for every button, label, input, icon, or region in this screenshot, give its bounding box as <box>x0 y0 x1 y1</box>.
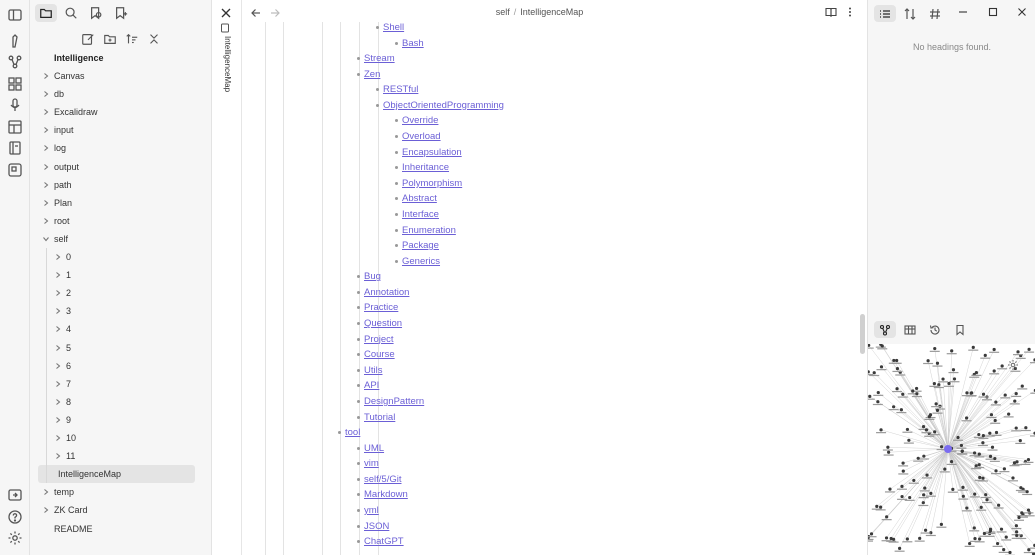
internal-link[interactable]: ObjectOrientedProgramming <box>383 99 504 111</box>
chevron-right-icon[interactable] <box>42 108 50 116</box>
bullet-dot <box>395 197 398 200</box>
bullet-dot <box>395 213 398 216</box>
folder-item[interactable] <box>54 302 192 320</box>
internal-link[interactable]: tool <box>345 427 361 439</box>
chevron-right-icon[interactable] <box>42 506 50 514</box>
bullet-dot <box>357 478 360 481</box>
sort-icon[interactable] <box>125 32 141 48</box>
chevron-right-icon[interactable] <box>42 72 50 80</box>
folder-item[interactable] <box>54 393 192 411</box>
bullet-dot <box>395 166 398 169</box>
chevron-right-icon[interactable] <box>54 325 62 333</box>
folder-item[interactable] <box>42 103 192 121</box>
internal-link[interactable]: Abstract <box>402 193 437 205</box>
folder-item[interactable] <box>42 194 192 212</box>
folder-label: 7 <box>66 378 72 389</box>
breadcrumb-folder[interactable]: self <box>495 7 510 17</box>
folder-label: 1 <box>66 270 72 281</box>
chevron-right-icon[interactable] <box>54 307 62 315</box>
folder-item[interactable] <box>54 411 192 429</box>
folder-label: Intelligence <box>54 53 104 63</box>
bookmark-search-icon[interactable] <box>85 4 107 22</box>
folder-item[interactable] <box>42 85 192 103</box>
folder-item[interactable] <box>54 284 192 302</box>
internal-link[interactable]: Tutorial <box>364 411 396 423</box>
internal-link[interactable]: Bash <box>402 37 424 49</box>
bullet-dot <box>357 322 360 325</box>
chevron-right-icon[interactable] <box>42 163 50 171</box>
sidebar-tabs <box>30 0 212 26</box>
chevron-right-icon[interactable] <box>54 253 62 261</box>
internal-link[interactable]: RESTful <box>383 84 419 96</box>
internal-link[interactable]: Shell <box>383 22 405 33</box>
folder-item-partial[interactable] <box>42 51 192 67</box>
more-options-icon[interactable] <box>846 6 854 18</box>
breadcrumb <box>212 7 867 17</box>
bullet-dot <box>395 244 398 247</box>
bullet-dot <box>357 509 360 512</box>
chevron-right-icon[interactable] <box>54 416 62 424</box>
folder-label: 10 <box>66 433 77 443</box>
internal-link[interactable]: Utils <box>364 364 383 376</box>
history-icon[interactable] <box>924 321 946 338</box>
file-tree <box>30 51 202 555</box>
sidebar-toggle-icon[interactable] <box>7 7 23 23</box>
close-window-icon[interactable] <box>1016 6 1028 18</box>
indent-guide <box>340 22 341 555</box>
chevron-right-icon[interactable] <box>54 271 62 279</box>
chevron-right-icon[interactable] <box>42 126 50 134</box>
folder-item[interactable] <box>54 248 192 266</box>
folder-item[interactable] <box>42 121 192 139</box>
internal-link[interactable]: Enumeration <box>402 224 456 236</box>
reading-view-icon[interactable] <box>825 6 837 18</box>
internal-link[interactable]: Inheritance <box>402 162 450 174</box>
chevron-right-icon[interactable] <box>54 289 62 297</box>
indent-guide <box>322 22 323 555</box>
file-icon <box>220 23 230 33</box>
graph-canvas[interactable] <box>868 344 1035 555</box>
internal-link[interactable]: yml <box>364 504 379 516</box>
folder-item[interactable] <box>54 429 192 447</box>
internal-link[interactable]: Overload <box>402 131 441 143</box>
blocks-icon[interactable] <box>7 76 23 92</box>
help-icon[interactable] <box>7 509 23 525</box>
bullet-dot <box>357 291 360 294</box>
bullet-dot <box>395 229 398 232</box>
internal-link[interactable]: Package <box>402 240 439 252</box>
folder-label: root <box>54 215 70 226</box>
internal-link[interactable]: self/5/Git <box>364 473 402 485</box>
chevron-right-icon[interactable] <box>42 144 50 152</box>
file-item[interactable] <box>42 520 192 538</box>
folder-item[interactable] <box>42 176 192 194</box>
breadcrumb-file[interactable]: IntelligenceMap <box>520 7 584 17</box>
chevron-right-icon[interactable] <box>42 488 50 496</box>
internal-link[interactable]: JSON <box>364 520 390 532</box>
indent-guide <box>359 22 360 555</box>
folder-item[interactable] <box>54 375 192 393</box>
folder-icon[interactable] <box>35 4 57 22</box>
folder-item[interactable] <box>42 212 192 230</box>
chevron-right-icon[interactable] <box>54 452 62 460</box>
internal-link[interactable]: Question <box>364 318 403 330</box>
folder-label: 11 <box>66 451 76 462</box>
folder-label: 5 <box>66 342 72 353</box>
breadcrumb-separator: / <box>513 7 517 17</box>
folder-label: Canvas <box>54 71 85 81</box>
outline-empty-message: No headings found. <box>912 42 992 52</box>
internal-link[interactable]: Override <box>402 115 439 127</box>
folder-item[interactable] <box>42 67 192 85</box>
pen-icon[interactable] <box>7 33 23 49</box>
chevron-right-icon[interactable] <box>54 398 62 406</box>
indent-guide <box>265 22 266 555</box>
folder-label: output <box>54 161 80 172</box>
bullet-dot <box>357 369 360 372</box>
right-sidebar <box>867 0 1035 555</box>
file-item[interactable] <box>38 465 195 483</box>
folder-item[interactable] <box>42 230 192 248</box>
graph-icon[interactable] <box>7 54 23 70</box>
bullet-dot <box>395 42 398 45</box>
internal-link[interactable]: Interface <box>402 208 439 220</box>
maximize-icon[interactable] <box>987 6 999 18</box>
editor-scrollbar[interactable] <box>860 314 865 354</box>
bullet-dot <box>376 104 379 107</box>
tab-divider <box>241 0 242 555</box>
folder-item[interactable] <box>54 320 192 338</box>
folder-label: 3 <box>66 306 72 317</box>
internal-link[interactable]: Practice <box>364 302 399 314</box>
folder-label: path <box>54 179 72 190</box>
bullet-dot <box>357 416 360 419</box>
internal-link[interactable]: API <box>364 380 380 392</box>
internal-link[interactable]: Bug <box>364 271 381 283</box>
folder-item[interactable] <box>42 483 192 501</box>
chevron-right-icon[interactable] <box>42 181 50 189</box>
folder-item[interactable] <box>54 266 192 284</box>
internal-link[interactable]: Stream <box>364 53 395 65</box>
outline-icon[interactable] <box>874 5 896 22</box>
folder-label: 4 <box>66 324 72 335</box>
file-explorer <box>30 0 212 555</box>
minimize-icon[interactable] <box>957 6 969 18</box>
internal-link[interactable]: DesignPattern <box>364 395 425 407</box>
folder-label: Plan <box>54 197 73 208</box>
internal-link[interactable]: Markdown <box>364 489 408 501</box>
bullet-dot <box>357 400 360 403</box>
vertical-tab-title[interactable]: IntelligenceMap <box>223 36 232 93</box>
internal-link[interactable]: Polymorphism <box>402 177 463 189</box>
microphone-icon[interactable] <box>7 97 23 113</box>
chevron-down-icon[interactable] <box>42 235 50 243</box>
folder-label: 9 <box>66 414 72 425</box>
vault-switch-icon[interactable] <box>7 487 23 503</box>
chevron-right-icon[interactable] <box>54 434 62 442</box>
bullet-dot <box>357 73 360 76</box>
tags-icon[interactable] <box>924 5 946 22</box>
bullet-dot <box>395 119 398 122</box>
internal-link[interactable]: ChatGPT <box>364 536 404 548</box>
folder-item[interactable] <box>42 501 192 519</box>
chevron-right-icon[interactable] <box>54 362 62 370</box>
graph-nodes <box>868 344 1035 555</box>
file-nav-actions <box>30 32 212 50</box>
indent-guide <box>283 22 284 555</box>
book-icon[interactable] <box>7 140 23 156</box>
folder-item[interactable] <box>54 357 192 375</box>
folder-label: ZK Card <box>54 505 88 516</box>
graph-settings-icon[interactable] <box>1007 359 1019 371</box>
bookmark-add-icon[interactable] <box>110 4 132 22</box>
internal-link[interactable]: Encapsulation <box>402 146 462 158</box>
local-graph[interactable] <box>868 344 1035 555</box>
bullet-dot <box>395 135 398 138</box>
chevron-right-icon[interactable] <box>54 380 62 388</box>
chevron-right-icon[interactable] <box>42 90 50 98</box>
internal-link[interactable]: Course <box>364 349 395 361</box>
file-label: IntelligenceMap <box>58 469 122 480</box>
bullet-dot <box>395 260 398 263</box>
internal-link[interactable]: UML <box>364 442 385 454</box>
backlinks-icon[interactable] <box>899 5 921 22</box>
internal-link[interactable]: Zen <box>364 68 381 80</box>
folder-label: 8 <box>66 396 72 407</box>
ribbon <box>0 0 30 555</box>
internal-link[interactable]: vim <box>364 458 379 470</box>
graph-view-icon[interactable] <box>874 321 896 338</box>
bullet-dot <box>357 525 360 528</box>
bullet-dot <box>395 151 398 154</box>
search-icon[interactable] <box>60 4 82 22</box>
file-label: README <box>54 523 93 534</box>
folder-label: self <box>54 233 69 244</box>
current-note-node[interactable] <box>944 445 952 453</box>
folder-label: Excalidraw <box>54 107 98 118</box>
folder-item[interactable] <box>42 139 192 157</box>
bookmark-icon[interactable] <box>949 321 971 338</box>
bullet-dot <box>357 447 360 450</box>
folder-label: 0 <box>66 252 72 262</box>
new-folder-icon[interactable] <box>103 32 119 48</box>
settings-icon[interactable] <box>7 530 23 546</box>
folder-label: input <box>54 125 74 136</box>
folder-label: db <box>54 89 65 100</box>
folder-item[interactable] <box>54 339 192 357</box>
internal-link[interactable]: Annotation <box>364 286 410 298</box>
collapse-icon[interactable] <box>147 32 163 48</box>
bullet-dot <box>357 338 360 341</box>
new-note-icon[interactable] <box>81 32 97 48</box>
internal-link[interactable]: Generics <box>402 255 441 267</box>
chevron-right-icon[interactable] <box>42 199 50 207</box>
folder-label: 2 <box>66 288 72 299</box>
table-icon[interactable] <box>899 321 921 338</box>
layout-icon[interactable] <box>7 119 23 135</box>
editor-pane <box>212 0 867 555</box>
bullet-dot <box>395 182 398 185</box>
folder-label: 6 <box>66 360 72 371</box>
chevron-right-icon[interactable] <box>42 217 50 225</box>
folder-label: temp <box>54 487 75 498</box>
chevron-right-icon[interactable] <box>54 344 62 352</box>
folder-label: log <box>54 143 67 154</box>
canvas-icon[interactable] <box>7 162 23 178</box>
internal-link[interactable]: Project <box>364 333 394 345</box>
folder-item[interactable] <box>54 447 192 465</box>
folder-item[interactable] <box>42 158 192 176</box>
tree-indent-guide <box>46 248 47 483</box>
bullet-dot <box>376 26 379 29</box>
